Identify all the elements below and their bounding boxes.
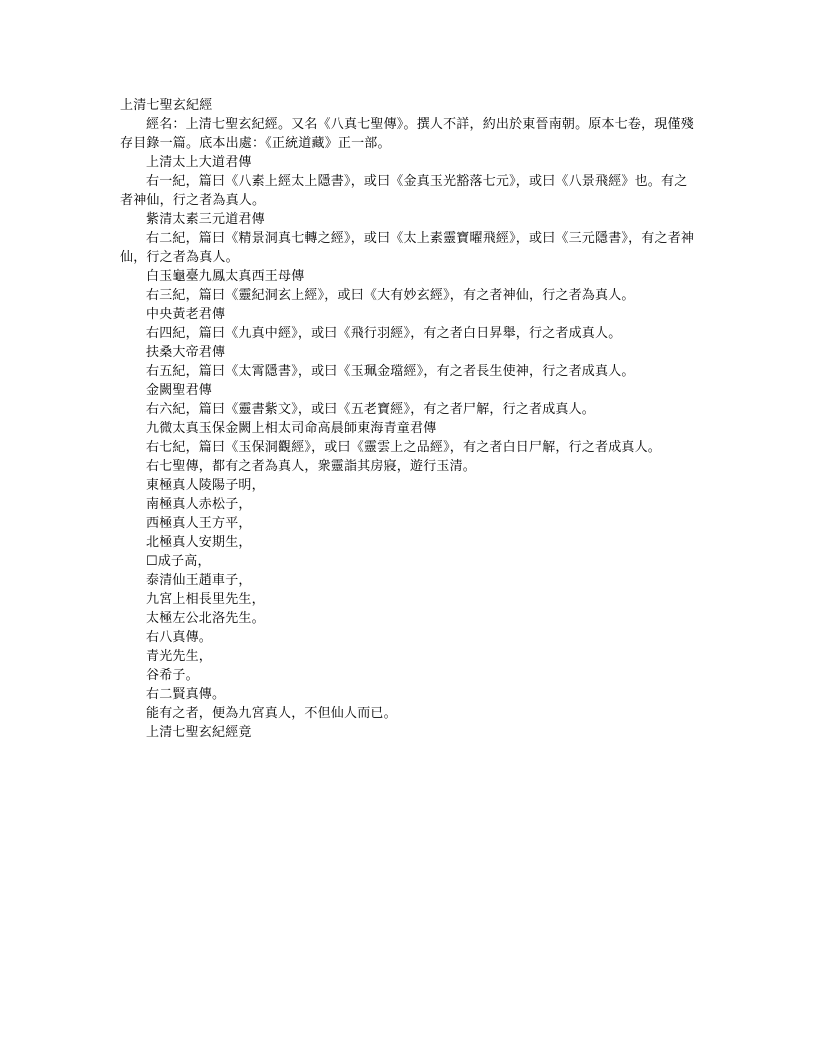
text-line: 金闕聖君傳 (146, 383, 213, 398)
text-line: 九宮上相長里先生， (146, 592, 265, 607)
text-line: 東極真人陵陽子明， (146, 478, 265, 493)
text-line: 右三紀，篇曰《靈紀洞玄上經》，或曰《大有妙玄經》，有之者神仙，行之者為真人。 (146, 288, 635, 303)
text-line: 北極真人安期生， (146, 535, 252, 550)
text-line: 泰清仙王趙車子， (146, 573, 252, 588)
text-line: 西極真人王方平， (146, 516, 252, 531)
text-line: 右五紀，篇曰《太霄隱書》，或曰《玉珮金璫經》，有之者長生使神，行之者成真人。 (146, 364, 635, 379)
body-paragraph: 右二紀，篇曰《精景洞真七轉之經》，或曰《太上素靈寶曜飛經》，或曰《三元隱書》，有之者神仙，行之者為真人。 (120, 231, 695, 265)
text-line: 南極真人赤松子， (146, 497, 252, 512)
document-title: 上清七聖玄紀經 (120, 98, 213, 113)
text-line: 右七紀，篇曰《玉保洞觀經》，或曰《靈雲上之品經》，有之者白日尸解，行之者成真人。 (146, 440, 662, 455)
body-paragraph: 經名：上清七聖玄紀經。又名《八真七聖傳》。撰人不詳，約出於東晉南朝。原本七卷，現僅殘存目錄一篇。底本出處：《正統道藏》正一部。 (120, 117, 694, 151)
text-line: 右七聖傳，都有之者為真人，衆靈詣其房寢，遊行玉清。 (146, 459, 477, 474)
text-line: 能有之者，便為九宮真人，不但仙人而已。 (146, 706, 397, 721)
text-line: 右八真傳。 (146, 630, 213, 645)
document-page (120, 96, 696, 742)
text-line: 白玉龜臺九鳳太真西王母傳 (146, 269, 305, 284)
text-line: 上清太上大道君傳 (146, 155, 252, 170)
text-line: 右二賢真傳。 (146, 687, 226, 702)
text-line: 中央黃老君傳 (146, 307, 226, 322)
text-line: 紫清太素三元道君傳 (146, 212, 265, 227)
document-body (120, 115, 696, 742)
text-line: 太極左公北洛先生。 (146, 611, 265, 626)
text-line: 上清七聖玄紀經竟 (146, 725, 252, 740)
text-line: 扶桑大帝君傳 (146, 345, 226, 360)
text-line: 谷希子。 (146, 668, 199, 683)
text-line: 右六紀，篇曰《靈書紫文》，或曰《五老寶經》，有之者尸解，行之者成真人。 (146, 402, 596, 417)
text-line: ☐成子高， (146, 554, 211, 569)
text-line: 右四紀，篇曰《九真中經》，或曰《飛行羽經》，有之者白日昇舉，行之者成真人。 (146, 326, 622, 341)
text-line: 九微太真玉保金闕上相太司命高晨師東海青童君傳 (146, 421, 437, 436)
body-paragraph: 右一紀，篇曰《八素上經太上隱書》，或曰《金真玉光豁落七元》，或曰《八景飛經》也。有之者神仙，行之者為真人。 (120, 174, 688, 208)
text-line: 青光先生， (146, 649, 213, 664)
